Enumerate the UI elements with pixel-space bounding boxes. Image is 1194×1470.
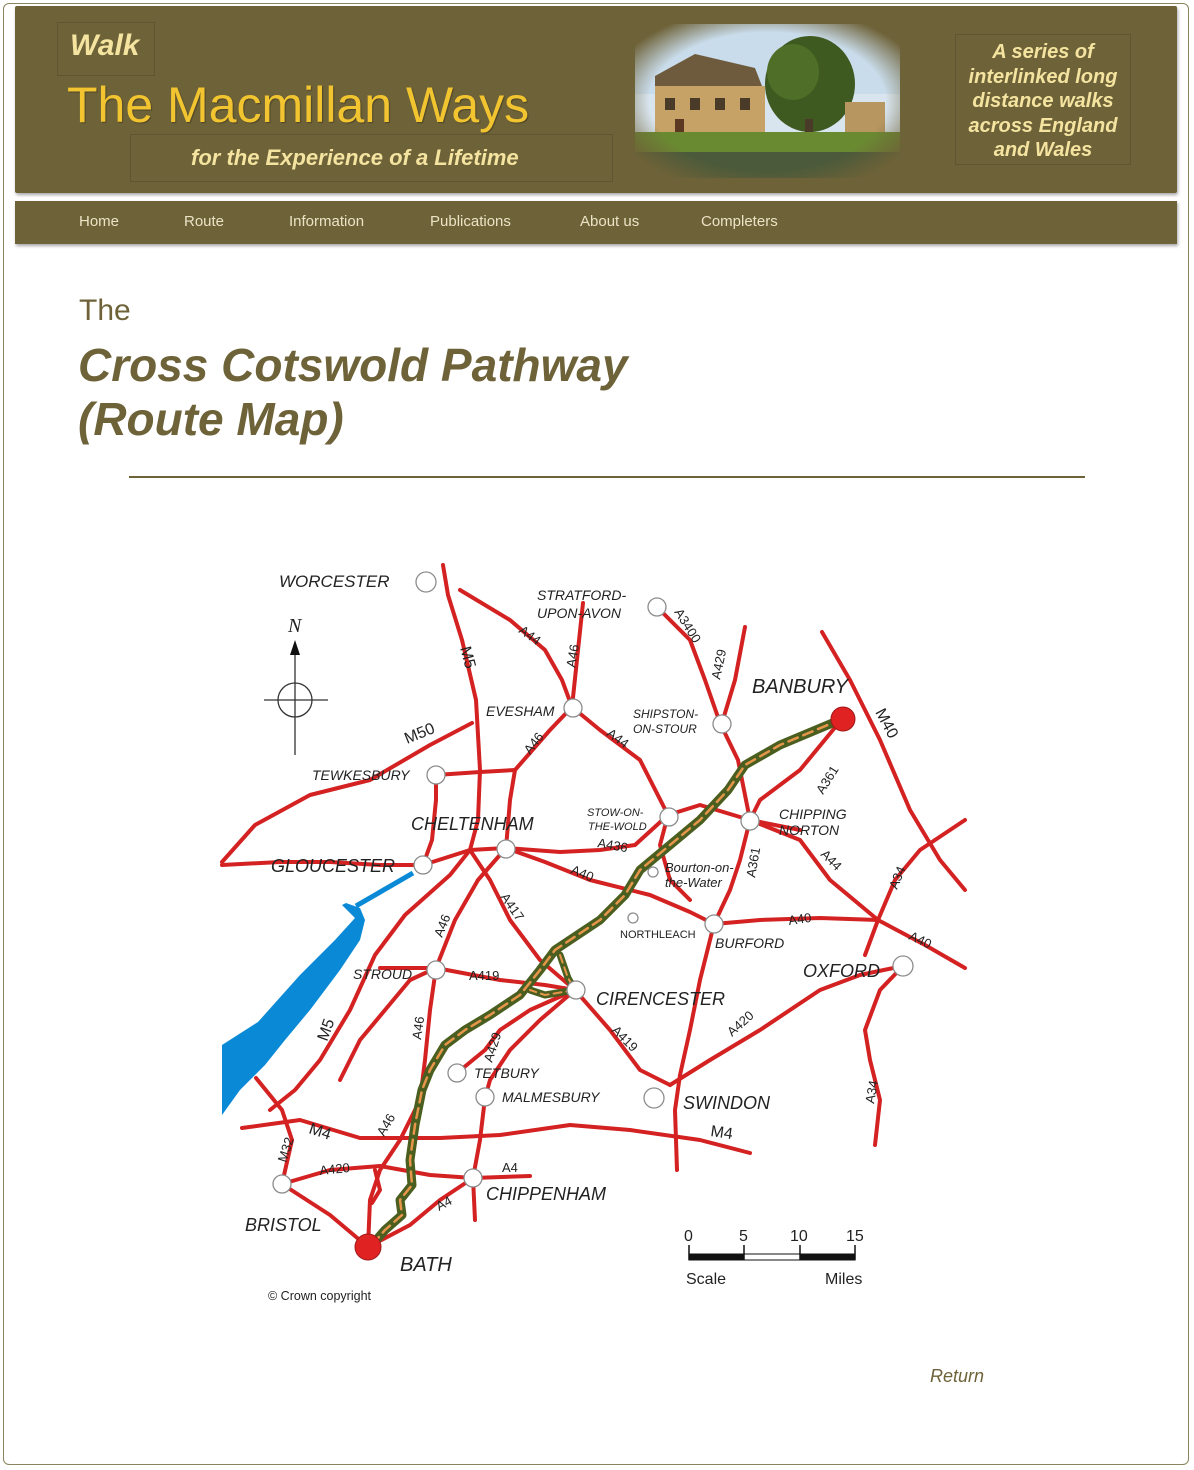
label-tetbury: TETBURY [474,1065,539,1081]
label-swindon: SWINDON [683,1093,770,1113]
site-header [15,6,1177,193]
page-title [78,338,628,446]
label-cirencester: CIRENCESTER [596,989,726,1009]
scale-bar [689,1245,855,1260]
road-m40 [822,632,965,890]
road-label: M5 [314,1016,339,1044]
intro-line: A series of [992,41,1094,63]
label-gloucester: GLOUCESTER [271,856,396,876]
road-label: A46 [409,1015,428,1041]
label-tewkesbury: TEWKESBURY [312,767,410,783]
road-label: A46 [520,729,547,757]
route-end-marker [831,707,855,731]
north-compass [264,640,328,755]
tagline: for the Experience of a Lifetime [191,145,519,170]
title-divider [129,476,1085,478]
route-line [372,719,842,1245]
road-label: A3400 [671,605,705,646]
road-label: A429 [708,647,730,681]
town-marker-cirencester [567,981,585,999]
walk-label-box [57,22,155,76]
road-label: M5 [456,644,479,671]
label-bristol: BRISTOL [245,1215,322,1235]
road-a429-north [722,627,745,723]
route-map [215,555,975,1305]
intro-line: and Wales [993,139,1093,161]
label-bourton-1: Bourton-on- [665,860,734,875]
label-stratford-2: UPON-AVON [537,605,622,621]
severn-estuary [222,903,365,1115]
river-severn [356,873,413,906]
road-label: M32 [274,1135,297,1164]
site-title[interactable]: The Macmillan Ways [67,77,530,133]
label-stow-1: STOW-ON- [587,807,644,819]
label-evesham: EVESHAM [486,703,555,719]
tagline-box [130,134,613,182]
label-malmesbury: MALMESBURY [502,1089,600,1105]
town-marker-tetbury [448,1064,466,1082]
road-label: A429 [480,1030,505,1064]
town-marker-bourton [648,867,658,877]
town-marker-stow [660,808,678,826]
label-bath: BATH [400,1254,452,1276]
road-m5 [270,565,480,1110]
town-marker-northleach [628,913,638,923]
town-marker-gloucester [414,856,432,874]
intro-line: interlinked long [968,65,1118,88]
road-label: A419 [608,1022,641,1055]
page-title-line: (Route Map) [78,393,344,445]
nav-about-us[interactable]: About us [580,213,640,230]
return-link[interactable]: Return [930,1366,985,1386]
label-bourton-2: the-Water [665,875,722,890]
intro-blurb [955,34,1131,165]
road-label: A361 [743,846,764,879]
road-label: A46 [373,1110,399,1139]
road-tewkesbury [436,770,515,775]
town-marker-shipston [713,715,731,733]
road-label: A40 [787,909,813,928]
town-marker-swindon [644,1088,664,1108]
town-marker-stratford [648,598,666,616]
cotswold-village-photo [635,24,900,178]
scale-tick-10: 10 [790,1228,808,1245]
route-line-inner [372,719,842,1245]
crown-copyright: © Crown copyright [268,1289,371,1303]
road-label: M40 [871,705,902,742]
scale-unit: Miles [825,1271,863,1288]
town-marker-burford [705,915,723,933]
label-stroud: STROUD [353,966,413,982]
road-label: A361 [812,762,842,797]
label-northleach: NORTHLEACH [620,929,696,941]
road-label: A34 [885,864,909,892]
label-oxford: OXFORD [803,961,881,981]
road-label: M4 [709,1123,734,1144]
label-stratford-1: STRATFORD- [537,587,627,603]
road-label: A417 [497,890,528,924]
scale-tick-15: 15 [846,1228,864,1245]
town-marker-oxford [893,956,913,976]
label-chipping-1: CHIPPING [779,806,847,822]
road-label: A44 [817,846,845,874]
town-marker-stroud [427,961,445,979]
road-label: A46 [430,912,454,940]
road-label: M4 [306,1120,334,1144]
label-chipping-2: NORTON [779,822,840,838]
road-label: A40 [568,861,596,885]
label-worcester: WORCESTER [279,572,390,591]
road-label: A4 [502,1160,518,1175]
town-marker-chipping-norton [741,812,759,830]
cross-cotswold-pathway [372,719,842,1245]
nav-completers[interactable]: Completers [701,213,778,230]
town-marker-malmesbury [476,1088,494,1106]
nav-information[interactable]: Information [289,213,365,230]
label-cheltenham: CHELTENHAM [411,814,534,834]
label-shipston-1: SHIPSTON- [633,707,699,721]
road-label: A40 [906,928,935,952]
label-burford: BURFORD [715,935,785,951]
road-label: A46 [563,643,582,669]
town-marker-evesham [564,699,582,717]
label-stow-2: THE-WOLD [588,821,647,833]
label-shipston-2: ON-STOUR [633,722,697,736]
road-m32 [256,1078,292,1184]
nav-route[interactable]: Route [184,213,225,230]
road-label: A419 [469,968,500,983]
scale-tick-5: 5 [739,1228,748,1245]
scale-label: Scale [686,1271,727,1288]
road-label: A34 [862,1079,881,1105]
label-banbury: BANBURY [752,676,848,698]
town-marker-cheltenham [497,840,515,858]
town-marker-tewkesbury [427,766,445,784]
road-a34-south [865,966,903,1145]
road-label: A4 [433,1192,455,1214]
route-start-marker [355,1234,381,1260]
north-label: N [288,615,302,637]
road-label: A44 [604,725,632,752]
nav-publications[interactable]: Publications [430,213,511,230]
main-nav [15,201,1177,244]
road-label: A420 [318,1159,351,1178]
road-network [222,565,965,1247]
scale-tick-0: 0 [684,1228,693,1245]
town-marker-worcester [416,572,436,592]
road-label: A44 [516,622,544,649]
road-a429-burford [675,924,714,1170]
road-label: A436 [596,835,629,856]
road-label: A420 [723,1007,757,1040]
town-marker-bristol [273,1175,291,1193]
intro-line: distance walks [972,90,1114,112]
page-title-line: Cross Cotswold Pathway [78,339,628,391]
nav-home[interactable]: Home [79,213,120,230]
intro-line: across England [968,114,1118,137]
page-pretitle: The [79,294,131,327]
town-marker-chippenham [464,1169,482,1187]
walk-label: Walk [70,29,140,62]
road-label: M50 [402,720,438,748]
label-chippenham: CHIPPENHAM [486,1184,607,1204]
